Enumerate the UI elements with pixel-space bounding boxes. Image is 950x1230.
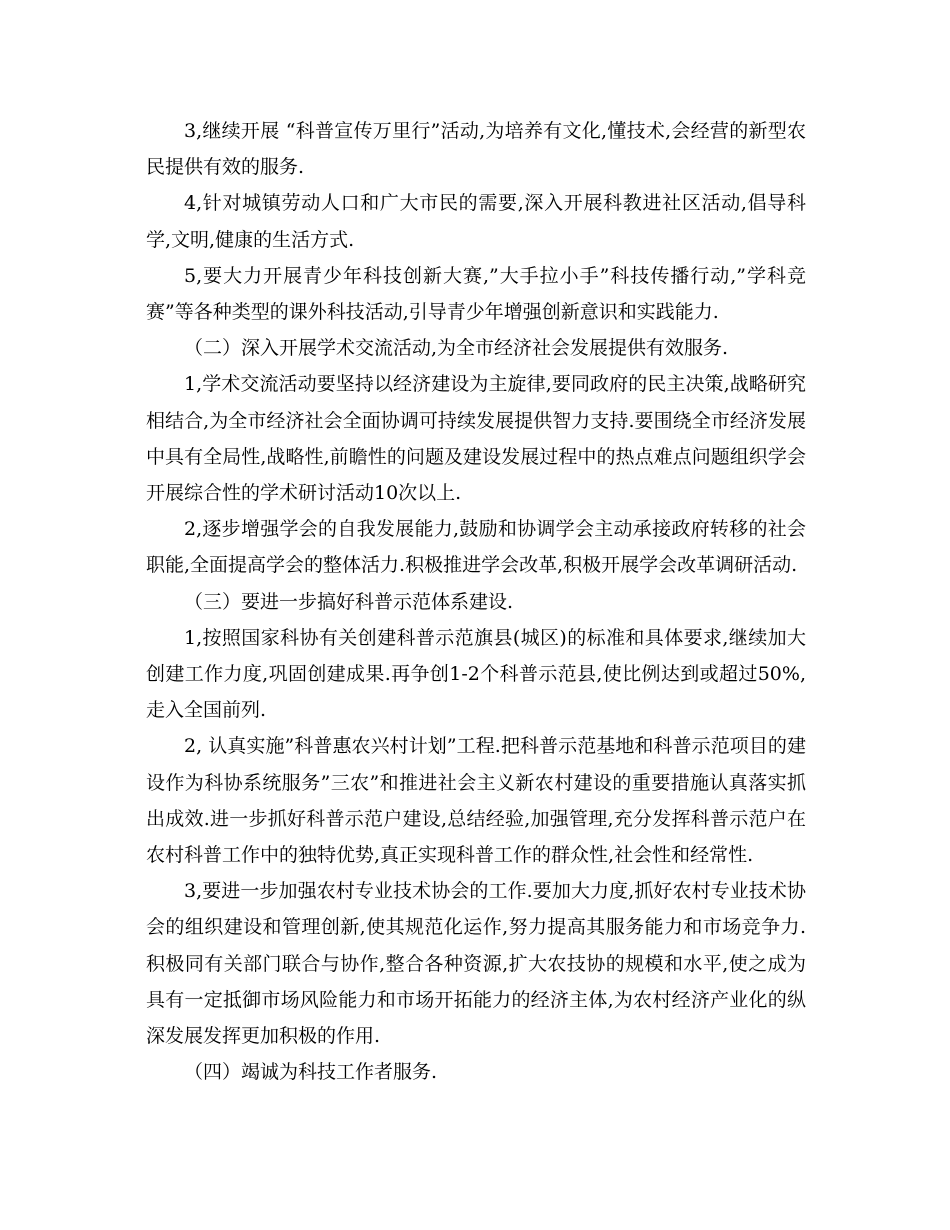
- document-body: [146, 113, 806, 1090]
- section-heading-3: （三）要进一步搞好科普示范体系建设.: [184, 590, 514, 613]
- paragraph-demo-1: 1,按照国家科协有关创建科普示范旗县(城区)的标准和具体要求,继续加大创建工作力度,巩固创建成果.再争创1-2个科普示范县,使比例达到或超过50%,走入全国前列.: [146, 626, 806, 722]
- paragraph-demo-3: 3,要进一步加强农村专业技术协会的工作.要加大力度,抓好农村专业技术协会的组织建设和管理创新,使其规范化运作,努力提高其服务能力和市场竞争力.积极同有关部门联合与协作,整合各种资源,扩大农技协的规模和水平,使之成为具有一定抵御市场风险能力和市场开拓能力的经济主体,为农村经济产业化的纵深发展发挥更加积极的作用.: [146, 880, 806, 1048]
- section-heading-4: （四）竭诚为科技工作者服务.: [184, 1061, 438, 1084]
- paragraph-item-4: 4,针对城镇劳动人口和广大市民的需要,深入开展科教进社区活动,倡导科学,文明,健康的生活方式.: [146, 192, 806, 251]
- paragraph-item-3: 3,继续开展 “科普宣传万里行”活动,为培养有文化,懂技术,会经营的新型农民提供有效的服务.: [146, 120, 806, 179]
- paragraph-item-5: 5,要大力开展青少年科技创新大赛,”大手拉小手”科技传播行动,”学科竞赛”等各种类型的课外科技活动,引导青少年增强创新意识和实践能力.: [146, 264, 806, 324]
- section-heading-2: （二）深入开展学术交流活动,为全市经济社会发展提供有效服务.: [184, 337, 729, 360]
- paragraph-academic-1: 1,学术交流活动要坚持以经济建设为主旋律,要同政府的民主决策,战略研究相结合,为全市经济社会全面协调可持续发展提供智力支持.要围绕全市经济发展中具有全局性,战略性,前瞻性的问题及建设发展过程中的热点难点问题组织学会开展综合性的学术研讨活动10次以上.: [146, 373, 806, 505]
- paragraph-demo-2: 2, 认真实施”科普惠农兴村计划”工程.把科普示范基地和科普示范项目的建设作为科协系统服务”三农”和推进社会主义新农村建设的重要措施认真落实抓出成效.进一步抓好科普示范户建设,总结经验,加强管理,充分发挥科普示范户在农村科普工作中的独特优势,真正实现科普工作的群众性,社会性和经常性.: [146, 735, 806, 867]
- paragraph-academic-2: 2,逐步增强学会的自我发展能力,鼓励和协调学会主动承接政府转移的社会职能,全面提高学会的整体活力.积极推进学会改革,积极开展学会改革调研活动.: [146, 518, 806, 577]
